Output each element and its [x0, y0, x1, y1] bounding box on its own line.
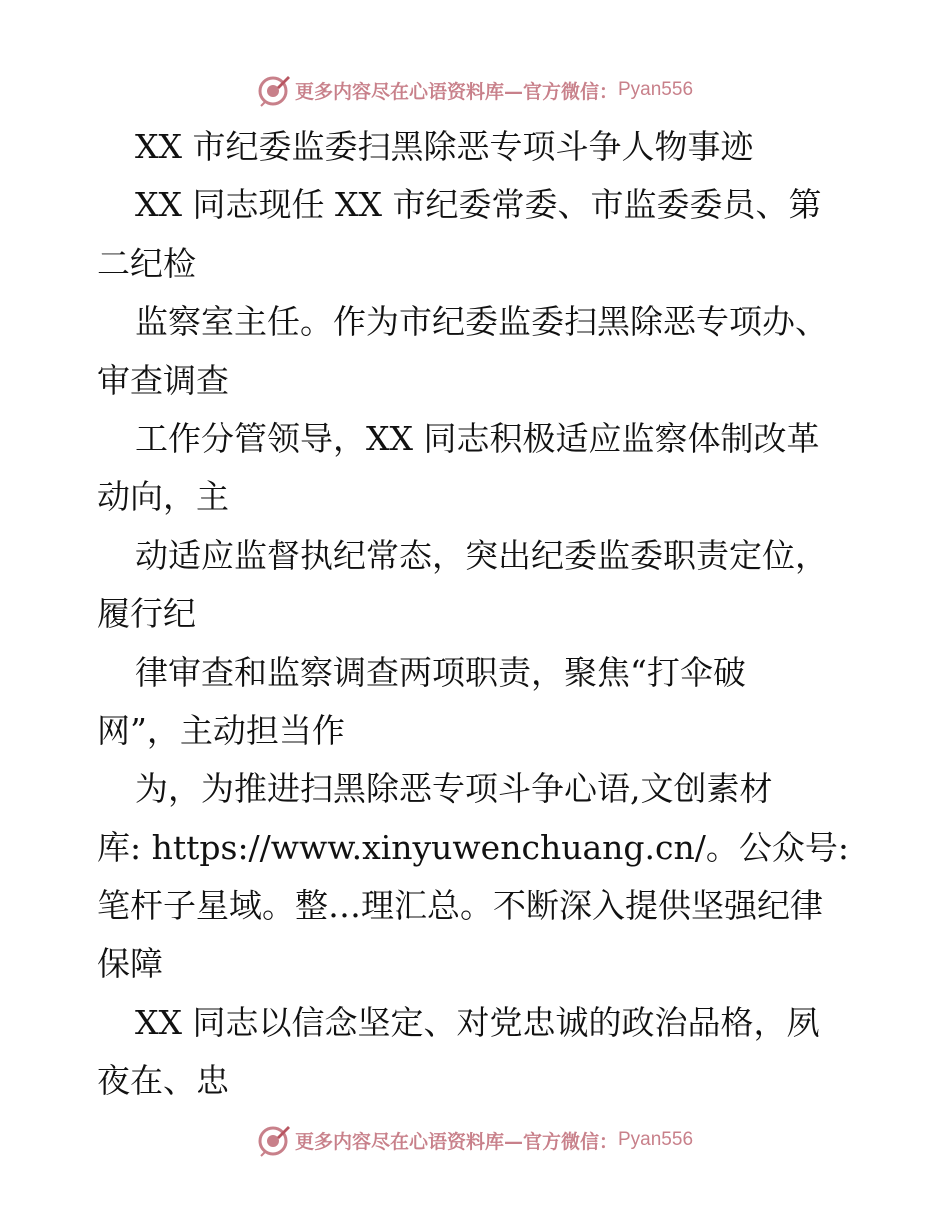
paragraph-line: 动适应监督执纪常态，突出纪委监委职责定位，	[135, 535, 828, 575]
paragraph-line: 监察室主任。作为市纪委监委扫黑除恶专项办、	[135, 302, 828, 342]
pen-logo-icon	[257, 1123, 291, 1157]
banner-inner	[257, 1123, 693, 1157]
paragraph-line: 工作分管领导，XX 同志积极适应监察体制改革	[135, 418, 820, 458]
document-title: XX 市纪委监委扫黑除恶专项斗争人物事迹	[135, 127, 754, 166]
banner-text: 更多内容尽在心语资料库—官方微信：	[294, 80, 618, 103]
paragraph-line: 保障	[97, 944, 163, 984]
document-body	[97, 118, 857, 1111]
banner-handle: Pyan556	[618, 1129, 694, 1150]
paragraph-line: XX 同志现任 XX 市纪委常委、市监委委员、第	[135, 185, 822, 225]
paragraph-line: 动向，主	[97, 477, 229, 517]
pen-logo-icon	[257, 73, 291, 107]
paragraph-line: 审查调查	[97, 360, 229, 400]
paragraph-line: 网”，主动担当作	[97, 710, 345, 750]
banner-inner	[257, 73, 693, 107]
banner-text: 更多内容尽在心语资料库—官方微信：	[294, 1130, 618, 1153]
paragraph-line: 律审查和监察调查两项职责，聚焦“打伞破	[135, 652, 746, 692]
paragraph-line: 履行纪	[97, 594, 196, 634]
footer-banner	[0, 1120, 950, 1160]
paragraph-line: 二纪检	[97, 243, 196, 283]
paragraph-line: 笔杆子星域。整…理汇总。不断深入提供坚强纪律	[97, 886, 823, 926]
banner-handle: Pyan556	[618, 79, 694, 100]
paragraph-line: 夜在、忠	[97, 1061, 229, 1101]
header-banner	[0, 70, 950, 110]
paragraph-line: 为，为推进扫黑除恶专项斗争心语,文创素材	[135, 769, 773, 809]
paragraph-line: XX 同志以信念坚定、对党忠诚的政治品格，夙	[135, 1002, 820, 1042]
paragraph-line: 库: https://www.xinyuwenchuang.cn/。公众号:	[97, 827, 849, 867]
